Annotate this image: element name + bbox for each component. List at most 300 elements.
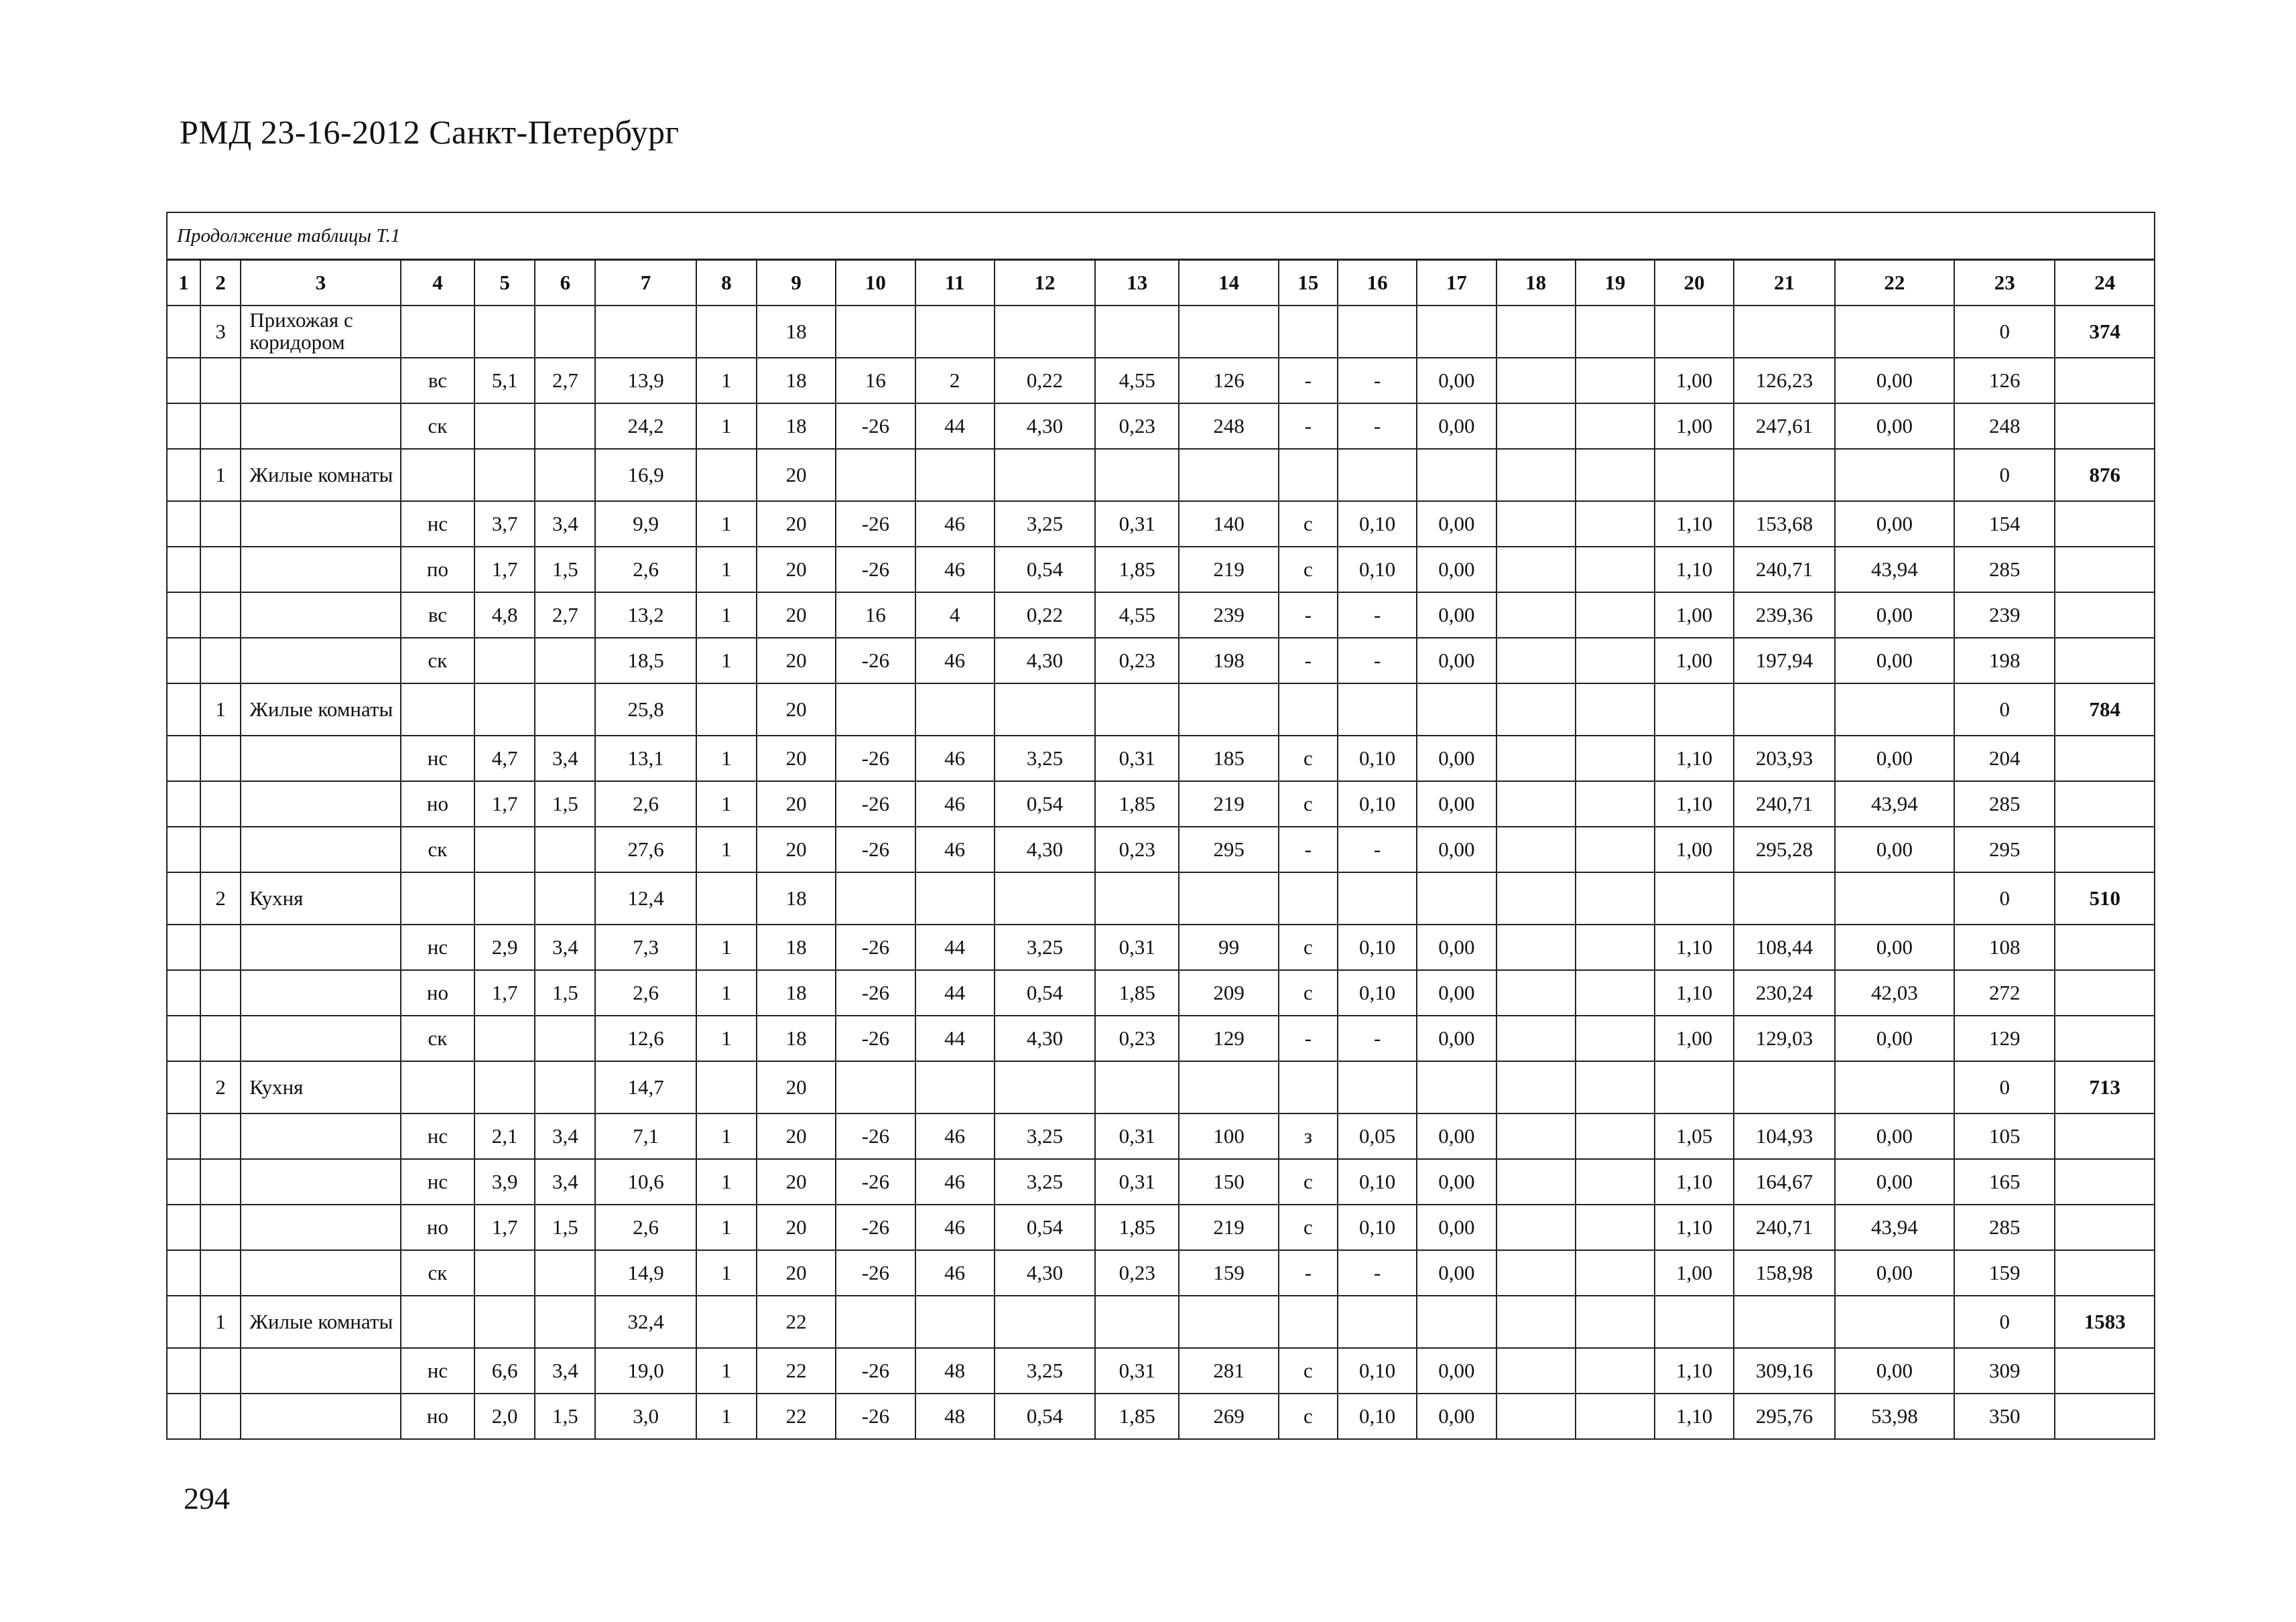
room-total-cell: [2055, 1348, 2155, 1394]
table-cell: 46: [915, 638, 995, 683]
table-cell: 105: [1954, 1113, 2055, 1159]
table-cell: -26: [836, 501, 915, 547]
table-cell: 46: [915, 781, 995, 827]
table-cell: [1496, 872, 1576, 925]
table-cell: -: [1279, 592, 1338, 638]
table-cell: [995, 306, 1095, 358]
table-cell: [836, 872, 915, 925]
table-cell: [1095, 683, 1179, 736]
table-cell: [1835, 449, 1954, 501]
room-total-cell: 510: [2055, 872, 2155, 925]
table-cell: [1279, 306, 1338, 358]
table-cell: [167, 1113, 200, 1159]
table-cell: [1655, 1061, 1734, 1113]
table-cell: 309,16: [1734, 1348, 1834, 1394]
table-cell: [995, 683, 1095, 736]
table-cell: 0,31: [1095, 736, 1179, 781]
table-cell: -26: [836, 1250, 915, 1296]
table-cell: с: [1279, 547, 1338, 592]
table-cell: 46: [915, 501, 995, 547]
table-cell: 20: [757, 1250, 836, 1296]
table-cell: [474, 1016, 535, 1061]
table-cell: 0: [1954, 449, 2055, 501]
table-cell: нс: [401, 925, 474, 970]
table-cell: 7,3: [595, 925, 696, 970]
table-cell: [1576, 1205, 1655, 1250]
table-cell: 1: [200, 683, 241, 736]
table-cell: нс: [401, 1348, 474, 1394]
table-cell: [1576, 970, 1655, 1016]
column-number: 11: [915, 260, 995, 306]
table-cell: 1: [696, 638, 757, 683]
table-cell: [836, 306, 915, 358]
table-cell: [1496, 781, 1576, 827]
table-cell: [1496, 1113, 1576, 1159]
room-name-cell: [241, 1394, 401, 1439]
table-cell: 126,23: [1734, 358, 1834, 403]
table-cell: вс: [401, 358, 474, 403]
table-cell: 1: [696, 970, 757, 1016]
table-cell: 4,8: [474, 592, 535, 638]
table-cell: 0,00: [1417, 781, 1496, 827]
table-cell: [1496, 970, 1576, 1016]
table-cell: 1: [696, 1016, 757, 1061]
room-total-cell: 374: [2055, 306, 2155, 358]
table-cell: [200, 358, 241, 403]
table-cell: 0: [1954, 1296, 2055, 1348]
element-row: [167, 827, 2155, 872]
page-number: 294: [184, 1481, 230, 1515]
table-cell: [167, 970, 200, 1016]
table-cell: [1417, 872, 1496, 925]
table-cell: 18: [757, 306, 836, 358]
table-cell: [167, 638, 200, 683]
table-cell: [1655, 1296, 1734, 1348]
table-cell: -: [1338, 358, 1417, 403]
column-number: 23: [1954, 260, 2055, 306]
room-name-cell: [241, 547, 401, 592]
table-cell: [1417, 1296, 1496, 1348]
table-cell: 239,36: [1734, 592, 1834, 638]
table-cell: 0: [1954, 1061, 2055, 1113]
table-cell: 126: [1179, 358, 1278, 403]
table-cell: -26: [836, 1394, 915, 1439]
room-total-cell: 784: [2055, 683, 2155, 736]
room-total-cell: [2055, 925, 2155, 970]
table-cell: [1496, 403, 1576, 449]
table-cell: нс: [401, 1159, 474, 1205]
table-cell: 3,4: [535, 1348, 595, 1394]
table-cell: 4: [915, 592, 995, 638]
table-cell: [474, 683, 535, 736]
table-cell: 1,7: [474, 970, 535, 1016]
table-cell: с: [1279, 781, 1338, 827]
table-cell: 285: [1954, 1205, 2055, 1250]
table-cell: 1,85: [1095, 1205, 1179, 1250]
table-cell: 0,00: [1417, 358, 1496, 403]
table-cell: 230,24: [1734, 970, 1834, 1016]
table-cell: 4,30: [995, 1250, 1095, 1296]
table-cell: -26: [836, 925, 915, 970]
table-cell: 1: [696, 925, 757, 970]
table-cell: [167, 547, 200, 592]
room-total-cell: [2055, 781, 2155, 827]
table-cell: 0,00: [1835, 1159, 1954, 1205]
column-number: 8: [696, 260, 757, 306]
table-cell: [1835, 306, 1954, 358]
table-cell: 0,54: [995, 1205, 1095, 1250]
table-cell: 4,7: [474, 736, 535, 781]
table-cell: 0,00: [1417, 827, 1496, 872]
table-cell: [836, 1061, 915, 1113]
table-cell: [200, 1113, 241, 1159]
table-cell: [915, 1296, 995, 1348]
table-cell: 1,10: [1655, 1159, 1734, 1205]
table-cell: [535, 1296, 595, 1348]
table-cell: -26: [836, 1205, 915, 1250]
table-cell: 0,00: [1835, 925, 1954, 970]
table-cell: 13,1: [595, 736, 696, 781]
table-cell: 108: [1954, 925, 2055, 970]
table-cell: [200, 1016, 241, 1061]
table-cell: 0,00: [1835, 638, 1954, 683]
table-cell: [474, 449, 535, 501]
table-cell: но: [401, 781, 474, 827]
table-cell: 13,2: [595, 592, 696, 638]
table-cell: 44: [915, 403, 995, 449]
table-cell: [535, 306, 595, 358]
table-cell: 100: [1179, 1113, 1278, 1159]
table-cell: [1496, 925, 1576, 970]
table-cell: [401, 1296, 474, 1348]
table-cell: 2: [200, 1061, 241, 1113]
column-number: 3: [241, 260, 401, 306]
table-cell: 239: [1954, 592, 2055, 638]
table-cell: 185: [1179, 736, 1278, 781]
table-cell: -26: [836, 638, 915, 683]
table-cell: [474, 1061, 535, 1113]
table-cell: -: [1279, 358, 1338, 403]
table-cell: 0: [1954, 872, 2055, 925]
table-cell: 1,10: [1655, 736, 1734, 781]
table-cell: [1496, 638, 1576, 683]
table-cell: с: [1279, 970, 1338, 1016]
element-row: [167, 547, 2155, 592]
column-number-row: [167, 260, 2155, 306]
table-cell: 25,8: [595, 683, 696, 736]
table-cell: -: [1279, 638, 1338, 683]
room-name-cell: [241, 1113, 401, 1159]
table-cell: 0,10: [1338, 501, 1417, 547]
table-cell: 1,00: [1655, 1250, 1734, 1296]
table-cell: [167, 403, 200, 449]
table-cell: [1095, 872, 1179, 925]
table-cell: [1179, 1296, 1278, 1348]
table-cell: 2,7: [535, 592, 595, 638]
room-total-cell: [2055, 970, 2155, 1016]
table-cell: 16: [836, 358, 915, 403]
table-cell: 247,61: [1734, 403, 1834, 449]
table-cell: 1,7: [474, 781, 535, 827]
table-cell: 2,6: [595, 781, 696, 827]
table-cell: 1: [696, 592, 757, 638]
table-cell: -26: [836, 1159, 915, 1205]
table-cell: 204: [1954, 736, 2055, 781]
table-cell: с: [1279, 1394, 1338, 1439]
table-cell: 129,03: [1734, 1016, 1834, 1061]
table-cell: [1835, 1061, 1954, 1113]
table-cell: 0,00: [1417, 1394, 1496, 1439]
table-cell: но: [401, 970, 474, 1016]
table-cell: [1734, 1296, 1834, 1348]
table-cell: [167, 501, 200, 547]
table-cell: -: [1338, 827, 1417, 872]
table-cell: [696, 1061, 757, 1113]
table-cell: [1576, 1394, 1655, 1439]
table-cell: 1: [200, 1296, 241, 1348]
table-cell: [1576, 1113, 1655, 1159]
table-cell: 24,2: [595, 403, 696, 449]
table-cell: 0,10: [1338, 736, 1417, 781]
table-cell: [200, 1159, 241, 1205]
table-cell: [167, 358, 200, 403]
table-cell: [1338, 872, 1417, 925]
table-cell: [474, 306, 535, 358]
table-cell: 0,31: [1095, 501, 1179, 547]
table-cell: [1279, 449, 1338, 501]
table-cell: 42,03: [1835, 970, 1954, 1016]
table-cell: 99: [1179, 925, 1278, 970]
table-cell: [535, 872, 595, 925]
table-cell: [696, 1296, 757, 1348]
table-cell: [696, 683, 757, 736]
table-cell: 0,00: [1835, 827, 1954, 872]
table-cell: 20: [757, 501, 836, 547]
table-cell: [1496, 683, 1576, 736]
table-cell: [595, 306, 696, 358]
table-cell: 3,9: [474, 1159, 535, 1205]
table-cell: [1496, 1348, 1576, 1394]
table-cell: [401, 1061, 474, 1113]
table-cell: 20: [757, 736, 836, 781]
table-cell: -: [1338, 1016, 1417, 1061]
table-cell: -: [1338, 638, 1417, 683]
table-cell: 0,00: [1417, 547, 1496, 592]
table-cell: [1655, 872, 1734, 925]
table-cell: [167, 1394, 200, 1439]
table-cell: 20: [757, 592, 836, 638]
table-cell: 159: [1179, 1250, 1278, 1296]
room-name-cell: [241, 1159, 401, 1205]
room-name-cell: Кухня: [241, 1061, 401, 1113]
table-cell: [535, 1250, 595, 1296]
table-cell: 0,00: [1417, 1159, 1496, 1205]
table-cell: 129: [1954, 1016, 2055, 1061]
element-row: [167, 925, 2155, 970]
table-cell: [474, 638, 535, 683]
table-cell: [1095, 306, 1179, 358]
table-cell: [1576, 1061, 1655, 1113]
table-cell: 20: [757, 547, 836, 592]
table-cell: [535, 683, 595, 736]
room-total-cell: [2055, 403, 2155, 449]
room-total-cell: [2055, 1159, 2155, 1205]
table-cell: 3,25: [995, 1113, 1095, 1159]
table-cell: 0,10: [1338, 547, 1417, 592]
table-caption: Продолжение таблицы Т.1: [167, 212, 2155, 260]
table-cell: 0,10: [1338, 1205, 1417, 1250]
table-cell: -: [1279, 827, 1338, 872]
room-total-cell: [2055, 501, 2155, 547]
table-cell: 1,00: [1655, 1016, 1734, 1061]
table-cell: 269: [1179, 1394, 1278, 1439]
table-cell: с: [1279, 501, 1338, 547]
table-cell: 3,25: [995, 925, 1095, 970]
table-cell: [200, 501, 241, 547]
table-cell: [167, 1348, 200, 1394]
table-cell: [1338, 1296, 1417, 1348]
table-cell: [167, 306, 200, 358]
table-cell: [167, 1016, 200, 1061]
table-cell: 20: [757, 827, 836, 872]
table-cell: 1,85: [1095, 1394, 1179, 1439]
table-cell: 248: [1179, 403, 1278, 449]
table-cell: 295,76: [1734, 1394, 1834, 1439]
table-cell: 20: [757, 1061, 836, 1113]
table-cell: [1576, 781, 1655, 827]
table-cell: [167, 827, 200, 872]
table-cell: [1576, 638, 1655, 683]
table-cell: 0,00: [1417, 736, 1496, 781]
table-cell: 0,23: [1095, 1016, 1179, 1061]
element-row: [167, 1159, 2155, 1205]
table-cell: 1,10: [1655, 547, 1734, 592]
table-cell: 0: [1954, 683, 2055, 736]
table-cell: по: [401, 547, 474, 592]
column-number: 20: [1655, 260, 1734, 306]
table-cell: [1576, 1348, 1655, 1394]
table-cell: [474, 872, 535, 925]
table-cell: [1496, 1159, 1576, 1205]
room-total-cell: 1583: [2055, 1296, 2155, 1348]
table-cell: 0,00: [1835, 1113, 1954, 1159]
table-cell: 159: [1954, 1250, 2055, 1296]
table-cell: [1179, 306, 1278, 358]
table-cell: 2,1: [474, 1113, 535, 1159]
table-cell: 2,6: [595, 970, 696, 1016]
table-cell: 1,05: [1655, 1113, 1734, 1159]
table-cell: [836, 683, 915, 736]
column-number: 10: [836, 260, 915, 306]
table-cell: [696, 872, 757, 925]
table-cell: [1576, 827, 1655, 872]
table-cell: 46: [915, 827, 995, 872]
table-cell: 3,4: [535, 1159, 595, 1205]
table-body: [167, 212, 2155, 1439]
table-cell: 43,94: [1835, 547, 1954, 592]
table-cell: 108,44: [1734, 925, 1834, 970]
table-cell: 3: [200, 306, 241, 358]
table-cell: [535, 1016, 595, 1061]
column-number: 21: [1734, 260, 1834, 306]
table-cell: 350: [1954, 1394, 2055, 1439]
table-cell: [1338, 449, 1417, 501]
room-total-cell: [2055, 1394, 2155, 1439]
table-cell: [1095, 1296, 1179, 1348]
data-table: [166, 212, 2155, 1440]
table-cell: 150: [1179, 1159, 1278, 1205]
table-cell: 203,93: [1734, 736, 1834, 781]
element-row: [167, 638, 2155, 683]
table-cell: 0,31: [1095, 925, 1179, 970]
table-cell: [167, 1159, 200, 1205]
table-cell: 16: [836, 592, 915, 638]
table-cell: 1,5: [535, 1205, 595, 1250]
table-cell: [167, 736, 200, 781]
table-cell: [995, 449, 1095, 501]
table-cell: 219: [1179, 547, 1278, 592]
table-cell: 46: [915, 736, 995, 781]
table-cell: 2,6: [595, 1205, 696, 1250]
table-cell: [200, 1394, 241, 1439]
room-name-cell: [241, 1348, 401, 1394]
table-cell: [1734, 306, 1834, 358]
table-cell: 3,25: [995, 1348, 1095, 1394]
table-cell: 0,54: [995, 547, 1095, 592]
table-cell: -26: [836, 827, 915, 872]
table-cell: [1095, 1061, 1179, 1113]
table-cell: 285: [1954, 781, 2055, 827]
table-cell: -26: [836, 1016, 915, 1061]
table-cell: 4,30: [995, 403, 1095, 449]
element-row: [167, 403, 2155, 449]
element-row: [167, 736, 2155, 781]
table-cell: 1,10: [1655, 781, 1734, 827]
table-cell: [1576, 872, 1655, 925]
room-name-cell: [241, 781, 401, 827]
table-cell: [167, 1205, 200, 1250]
table-cell: -: [1338, 1250, 1417, 1296]
table-cell: 3,7: [474, 501, 535, 547]
table-cell: [1576, 683, 1655, 736]
table-cell: 0,23: [1095, 827, 1179, 872]
table-cell: 0,10: [1338, 1159, 1417, 1205]
room-name-cell: Кухня: [241, 872, 401, 925]
table-cell: 0,10: [1338, 925, 1417, 970]
table-cell: [167, 1250, 200, 1296]
table-cell: 219: [1179, 781, 1278, 827]
column-number: 9: [757, 260, 836, 306]
table-cell: 18: [757, 358, 836, 403]
table-cell: 239: [1179, 592, 1278, 638]
column-number: 2: [200, 260, 241, 306]
table-cell: 1: [696, 403, 757, 449]
table-cell: 164,67: [1734, 1159, 1834, 1205]
table-cell: 1,10: [1655, 970, 1734, 1016]
table-cell: [200, 970, 241, 1016]
table-cell: -26: [836, 403, 915, 449]
room-row: [167, 683, 2155, 736]
table-cell: [1496, 827, 1576, 872]
table-cell: 285: [1954, 547, 2055, 592]
table-cell: [1496, 1016, 1576, 1061]
table-cell: 2,7: [535, 358, 595, 403]
table-cell: 1: [696, 1113, 757, 1159]
table-cell: 1,5: [535, 781, 595, 827]
column-number: 1: [167, 260, 200, 306]
table-cell: [535, 1061, 595, 1113]
table-cell: 46: [915, 1205, 995, 1250]
